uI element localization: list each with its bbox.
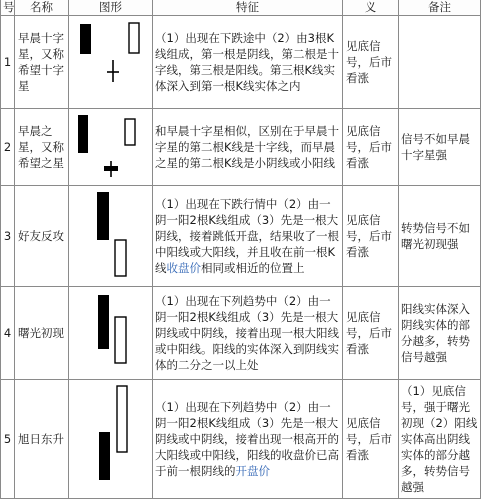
- pattern-feature: （1）出现在下列趋势中（2）由一阴一阳2根K线组成（3）先是一根大阴线或中阴线，接着出现一根大阳线或中阳线。阳线的实体深入到阴线实体的二分之一以上处: [153, 287, 343, 380]
- pattern-note: 转势信号不如曙光初现强: [399, 186, 481, 287]
- pattern-feature: [153, 186, 343, 287]
- bearish-candle: [80, 24, 91, 54]
- table-row: [1, 380, 481, 499]
- pattern-name: 早晨十字星，又称希望十字星: [15, 16, 69, 109]
- pattern-figure: [69, 16, 153, 109]
- small-candle-body: [104, 166, 118, 171]
- header-figure: 图形: [69, 0, 153, 16]
- pattern-note: [399, 16, 481, 109]
- pattern-meaning: 见底信号，后市看涨: [343, 186, 399, 287]
- pattern-note: 信号不如早晨十字星强: [399, 109, 481, 186]
- header-note: 备注: [399, 0, 481, 16]
- bullish-candle: [117, 386, 127, 452]
- header-num: 号: [1, 0, 15, 16]
- piercing-line-figure: [69, 287, 153, 379]
- header-feature: 特征: [153, 0, 343, 16]
- rising-sun-figure: [69, 380, 153, 498]
- pattern-meaning: 见底信号，后市看涨: [343, 287, 399, 380]
- feature-text-tail: 相同或相近的位置上: [201, 261, 305, 275]
- pattern-figure: [69, 186, 153, 287]
- header-meaning: 义: [343, 0, 399, 16]
- opening-price-link[interactable]: 开盘价: [235, 464, 270, 478]
- table-row: [1, 287, 481, 380]
- header-name: 名称: [15, 0, 69, 16]
- bullish-candle: [125, 119, 135, 145]
- pattern-meaning: 见底信号，后市看涨: [343, 109, 399, 186]
- bullish-candle: [129, 23, 139, 53]
- feature-text: （1）出现在下列趋势中（2）由一阴一阳2根K线组成（3）先是一根大阴线或中阴线，接着出现一根高开的大阳线或中阳线，阳线的收盘价已高于前一根阴线的: [155, 400, 339, 478]
- row-number: 1: [1, 16, 15, 109]
- pattern-meaning: 见底信号，后市看涨: [343, 380, 399, 499]
- row-number: 4: [1, 287, 15, 380]
- pattern-name: 曙光初现: [15, 287, 69, 380]
- bearish-candle: [99, 432, 110, 480]
- table-row: [1, 109, 481, 186]
- pattern-figure: [69, 287, 153, 380]
- row-number: 3: [1, 186, 15, 287]
- closing-price-link[interactable]: 收盘价: [166, 261, 201, 275]
- pattern-feature: 和早晨十字星相似，区别在于早晨十字星的第二根K线是十字线，而早晨之星的第二根K线是小阴线或小阳线: [153, 109, 343, 186]
- table-row: [1, 16, 481, 109]
- table-row: [1, 186, 481, 287]
- morning-star-figure: [69, 109, 153, 185]
- pattern-name: 旭日东升: [15, 380, 69, 499]
- morning-doji-star-figure: [69, 16, 153, 108]
- pattern-note: 阳线实体深入阴线实体的部分越多，转势信号越强: [399, 287, 481, 380]
- pattern-name: 好友反攻: [15, 186, 69, 287]
- pattern-name: 早晨之星，又称希望之星: [15, 109, 69, 186]
- pattern-note: （1）见底信号，强于曙光初现（2）阳线实体高出阴线实体的部分越多，转势信号越强: [399, 380, 481, 499]
- row-number: 2: [1, 109, 15, 186]
- pattern-figure: [69, 380, 153, 499]
- bullish-candle: [115, 240, 126, 276]
- pattern-meaning: 见底信号，后市看涨: [343, 16, 399, 109]
- bearish-candle: [98, 295, 109, 349]
- bullish-candle: [115, 317, 126, 363]
- pattern-feature: [153, 380, 343, 499]
- feature-text: （1）出现在下跌行情中（2）由一阴一阳2根K线组成（3）先是一根大阴线，接着跳低开盘，结果收了一根中阳线或大阳线，并且收在前一根K线: [155, 197, 339, 275]
- bearish-candle: [97, 192, 109, 240]
- row-number: 5: [1, 380, 15, 499]
- pattern-figure: [69, 109, 153, 186]
- counterattack-figure: [69, 186, 153, 286]
- header-row: [1, 0, 481, 16]
- pattern-feature: （1）出现在下跌途中（2）由3根K线组成，第一根是阴线，第二根是十字线，第三根是阳线。第三根K线实体深入到第一根K线实体之内: [153, 16, 343, 109]
- bearish-candle: [78, 115, 88, 153]
